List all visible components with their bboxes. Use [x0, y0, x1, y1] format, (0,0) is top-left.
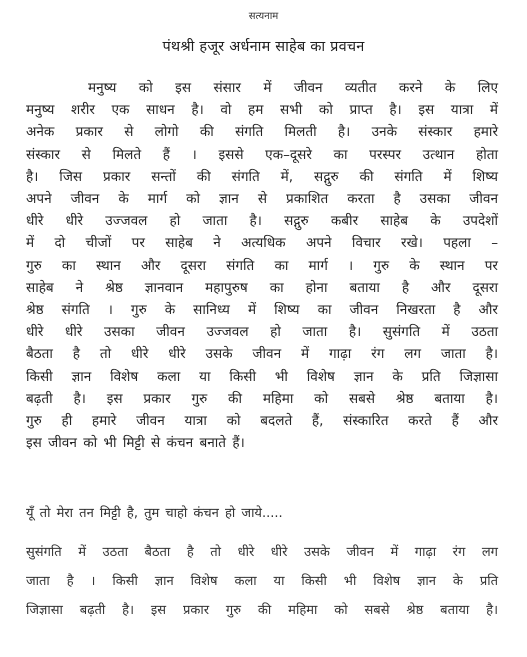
quote-line: यूँ तो मेरा तन मिट्टी है, तुम चाहो कंचन हो जाये.....: [26, 506, 283, 521]
paragraph-line: गुरु का स्थान और दूसरा संगति का मार्ग । गुरु के स्थान पर: [26, 257, 498, 274]
paragraph-line: बढ़ती है। इस प्रकार गुरु की महिमा को सबसे श्रेष्ठ बताया है।: [26, 390, 498, 407]
paragraph-line: जाता है । किसी ज्ञान विशेष कला या किसी भी विशेष ज्ञान के प्रति: [26, 574, 498, 589]
paragraph-line: जिज्ञासा बढ़ती है। इस प्रकार गुरु की महिमा को सबसे श्रेष्ठ बताया है।: [26, 603, 498, 618]
page-title: पंथश्री हजूर अर्धनाम साहेब का प्रवचन: [162, 39, 365, 55]
paragraph-line: मनुष्य शरीर एक साधन है। वो हम सभी को प्राप्त है। इस यात्रा में: [26, 102, 498, 119]
main-paragraph: [26, 77, 498, 454]
paragraph-line: धीरे धीरे उज्जवल हो जाता है। सद्गुरु कबीर साहेब के उपदेशों: [26, 213, 498, 230]
paragraph-line: है। जिस प्रकार सन्तों की संगति में, सद्गुरु की संगति में शिष्य: [26, 168, 498, 185]
paragraph-line: संस्कार से मिलते हैं । इससे एक–दूसरे का परस्पर उत्थान होता: [26, 146, 498, 163]
paragraph-line: मनुष्य को इस संसार में जीवन व्यतीत करने के लिए: [88, 80, 498, 96]
paragraph-line: साहेब ने श्रेष्ठ ज्ञानवान महापुरुष का होना बताया है और दूसरा: [26, 279, 498, 296]
paragraph-line: गुरु ही हमारे जीवन यात्रा को बदलते हैं, संस्कारित करते हैं और: [26, 413, 498, 430]
paragraph-line: में दो चीजों पर साहेब ने अत्यधिक अपने विचार रखे। पहला –: [26, 235, 498, 252]
paragraph-line: बैठता है तो धीरे धीरे उसके जीवन में गाढ़ा रंग लग जाता है।: [26, 346, 498, 363]
second-paragraph: [26, 538, 498, 625]
paragraph-line: धीरे धीरे उसका जीवन उज्जवल हो जाता है। सुसंगति में उठता: [26, 324, 498, 341]
paragraph-line: अपने जीवन के मार्ग को ज्ञान से प्रकाशित करता है उसका जीवन: [26, 191, 498, 208]
paragraph-line: श्रेष्ठ संगति । गुरु के सानिध्य में शिष्य का जीवन निखरता है और: [26, 302, 498, 319]
paragraph-line: अनेक प्रकार से लोगो की संगति मिलती है। उनके संस्कार हमारे: [26, 124, 498, 141]
paragraph-line: इस जीवन को भी मिट्टी से कंचन बनाते हैं।: [26, 435, 245, 452]
paragraph-line: सुसंगति में उठता बैठता है तो धीरे धीरे उसके जीवन में गाढ़ा रंग लग: [26, 545, 498, 560]
header-label: सत्यनाम: [248, 11, 279, 22]
paragraph-line: किसी ज्ञान विशेष कला या किसी भी विशेष ज्ञान के प्रति जिज्ञासा: [26, 368, 498, 385]
